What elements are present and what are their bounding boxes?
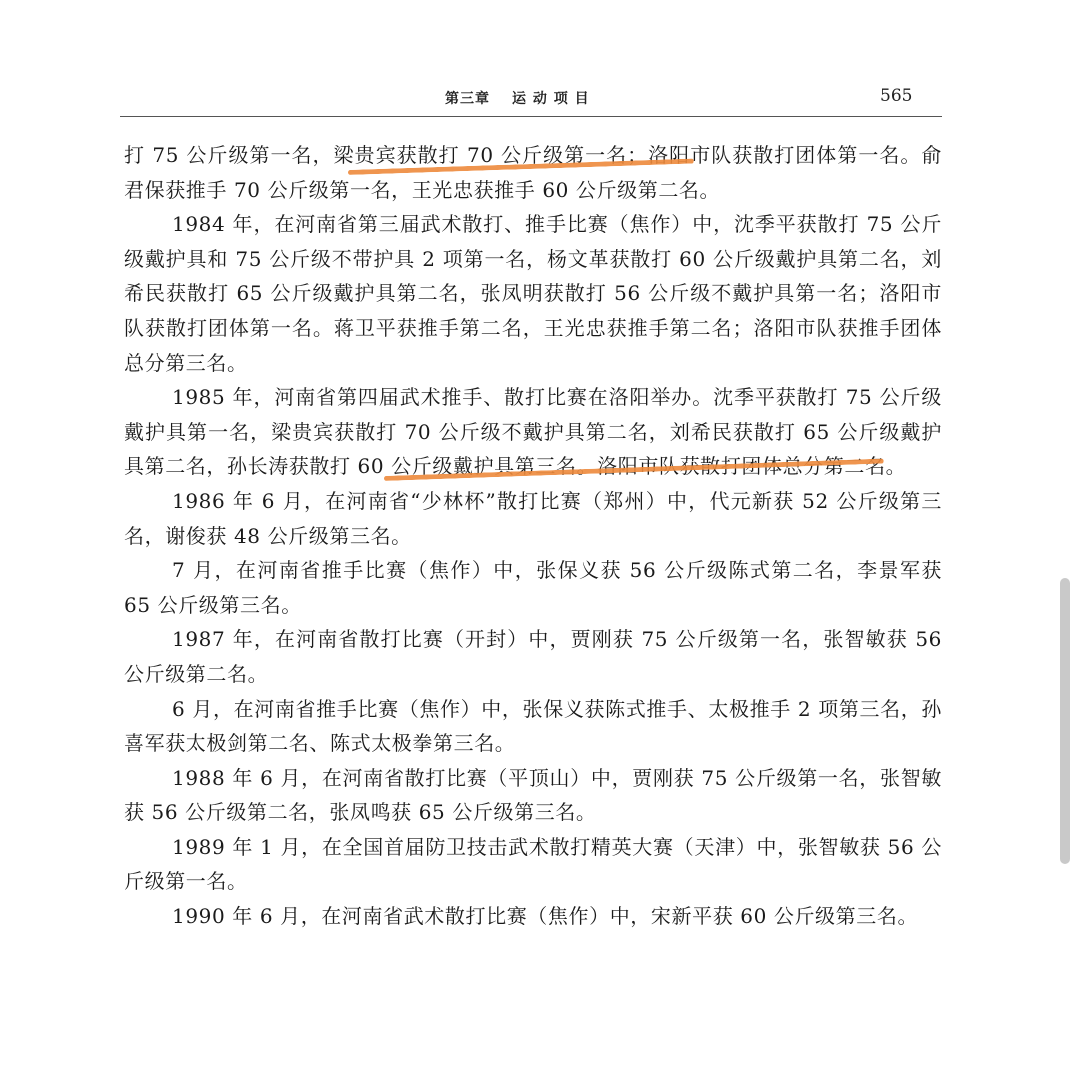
page-header	[0, 88, 1080, 112]
paragraph-1987-june: 6 月，在河南省推手比赛（焦作）中，张保义获陈式推手、太极推手 2 项第三名，孙喜军获太极剑第二名、陈式太极拳第三名。	[124, 696, 942, 756]
paragraph-1986-july: 7 月，在河南省推手比赛（焦作）中，张保义获 56 公斤级陈式第二名，李景军获 65 公斤级第三名。	[124, 558, 942, 617]
running-head	[445, 88, 590, 108]
body-text	[124, 138, 942, 934]
paragraph-1990: 1990 年 6 月，在河南省武术散打比赛（焦作）中，宋新平获 60 公斤级第三名。	[172, 904, 919, 929]
header-rule	[120, 116, 942, 117]
paragraph-1984: 1984 年，在河南省第三届武术散打、推手比赛（焦作）中，沈季平获散打 75 公斤级戴护具和 75 公斤级不带护具 2 项第一名，杨文革获散打 60 公斤级戴护具第二名，刘希民获散打 65 公斤级戴护具第二名，张凤明获散打 56 公斤级不戴护具第一名；洛阳市队获散打团体第一名。蒋卫平获推手第二名，王光忠获推手第二名；洛阳市队获推手团体总分第三名。	[124, 212, 942, 375]
page-number: 565	[880, 86, 913, 106]
section-label: 运 动 项 目	[512, 91, 590, 107]
paragraph-1985: 1985 年，河南省第四届武术推手、散打比赛在洛阳举办。沈季平获散打 75 公斤级戴护具第一名，梁贵宾获散打 70 公斤级不戴护具第二名，刘希民获散打 65 公斤级戴护具第二名，孙长涛获散打 60 公斤级戴护具第三名。洛阳市队获散打团体总分第二名。	[124, 385, 942, 479]
paragraph-1988: 1988 年 6 月，在河南省散打比赛（平顶山）中，贾刚获 75 公斤级第一名，张智敏获 56 公斤级第二名，张凤鸣获 65 公斤级第三名。	[124, 765, 942, 825]
paragraph-1989: 1989 年 1 月，在全国首届防卫技击武术散打精英大赛（天津）中，张智敏获 56 公斤级第一名。	[124, 834, 942, 894]
scrollbar-thumb[interactable]	[1060, 578, 1070, 864]
chapter-label: 第三章	[445, 91, 490, 107]
paragraph-1986: 1986 年 6 月，在河南省“少林杯”散打比赛（郑州）中，代元新获 52 公斤级第三名，谢俊获 48 公斤级第三名。	[124, 488, 942, 548]
paragraph-1987: 1987 年，在河南省散打比赛（开封）中，贾刚获 75 公斤级第一名，张智敏获 56 公斤级第二名。	[124, 627, 942, 686]
paragraph-continued: 打 75 公斤级第一名，梁贵宾获散打 70 公斤级第一名；洛阳市队获散打团体第一名。俞君保获推手 70 公斤级第一名，王光忠获推手 60 公斤级第二名。	[124, 143, 942, 202]
